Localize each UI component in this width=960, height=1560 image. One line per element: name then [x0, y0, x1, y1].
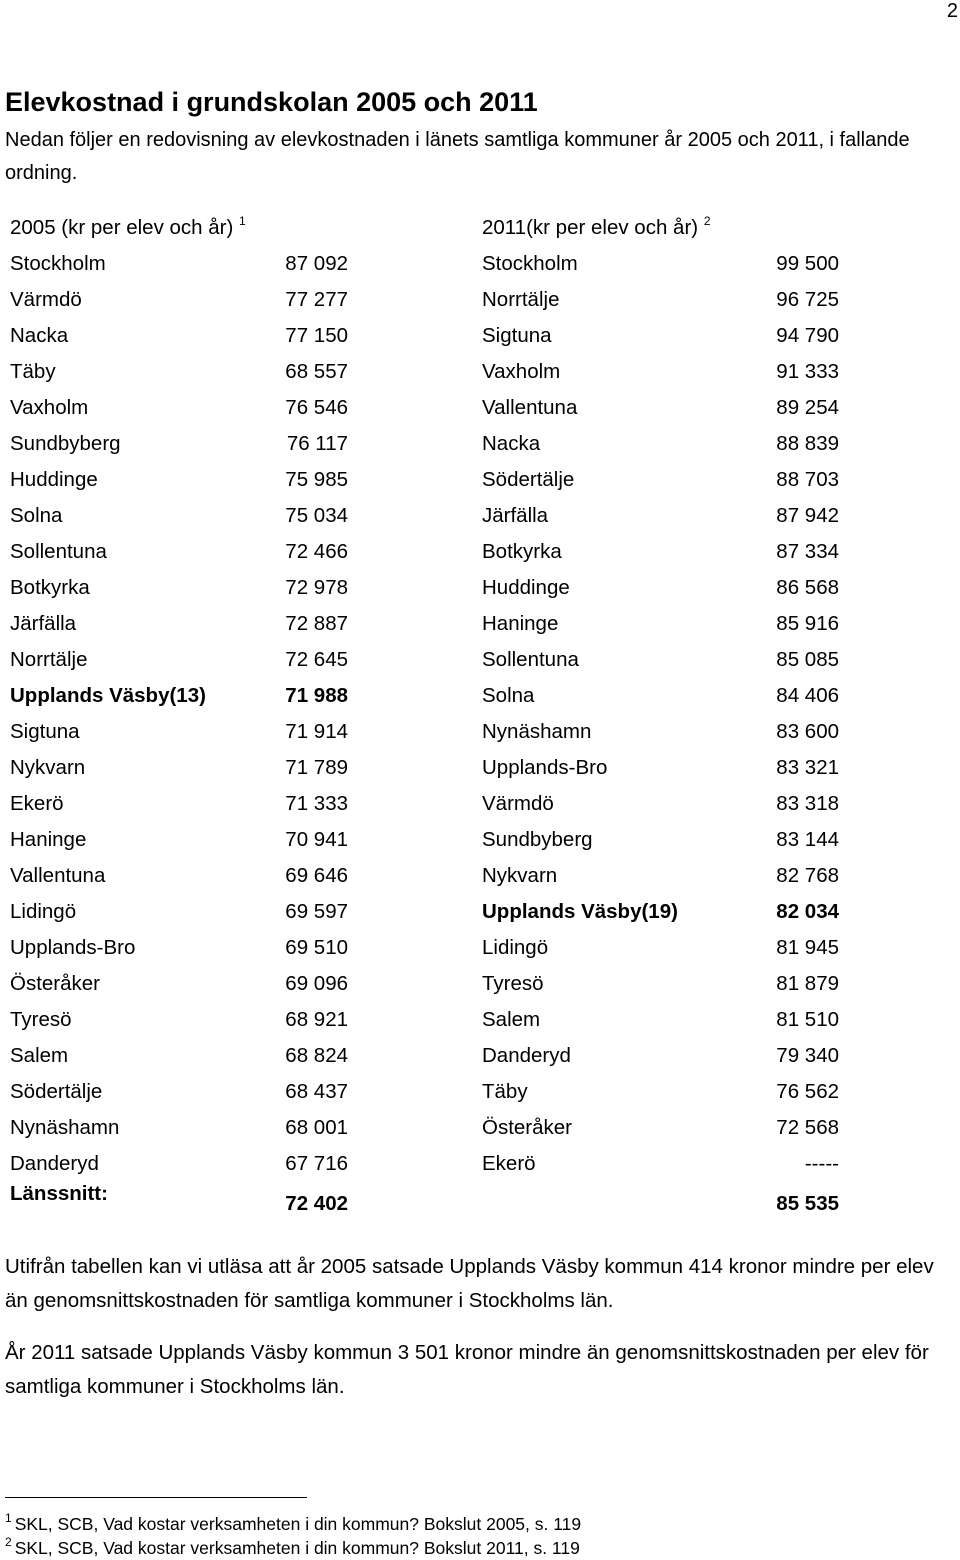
municipality-2011: Sigtuna: [482, 324, 552, 347]
cost-2005: 72 466: [285, 540, 348, 563]
cost-2005: 71 988: [285, 684, 348, 707]
cost-2005: 77 150: [285, 324, 348, 347]
municipality-2005: Stockholm: [10, 252, 106, 275]
municipality-2005: Vaxholm: [10, 396, 89, 419]
municipality-2005: Sundbyberg: [10, 432, 121, 455]
total-2011-value: 85 535: [776, 1192, 839, 1215]
municipality-2005: Lidingö: [10, 900, 77, 923]
municipality-2011: Nacka: [482, 432, 541, 455]
table-row: [0, 678, 960, 714]
municipality-2005: Sollentuna: [10, 540, 107, 563]
table-row: [0, 318, 960, 354]
cost-2011: 99 500: [776, 252, 839, 275]
table-row: [0, 354, 960, 390]
total-label: Länssnitt:: [10, 1182, 108, 1205]
cost-2011: 84 406: [776, 684, 839, 707]
footnote-1: [5, 1512, 581, 1536]
municipality-2005: Nacka: [10, 324, 69, 347]
cost-2005: 68 001: [285, 1116, 348, 1139]
footnote-ref-1: 1: [239, 214, 246, 228]
table-row: [0, 750, 960, 786]
cost-2011: 82 768: [776, 864, 839, 887]
table-body: [0, 246, 960, 1182]
analysis-paragraph-2011: År 2011 satsade Upplands Väsby kommun 3 501 kronor mindre än genomsnittskostnaden per elev för samtliga kommuner i Stockholms län.: [5, 1341, 929, 1398]
cost-2005: 69 597: [285, 900, 348, 923]
table-row: [0, 858, 960, 894]
cost-2005: 67 716: [285, 1152, 348, 1175]
municipality-2011: Tyresö: [482, 972, 544, 995]
municipality-2005: Solna: [10, 504, 63, 527]
municipality-2011: Järfälla: [482, 504, 549, 527]
header-2005: [10, 210, 246, 246]
table-row: [0, 1074, 960, 1110]
municipality-2011: Stockholm: [482, 252, 578, 275]
municipality-2005: Värmdö: [10, 288, 82, 311]
municipality-2011: Värmdö: [482, 792, 554, 815]
municipality-2005: Österåker: [10, 972, 100, 995]
municipality-2005: Norrtälje: [10, 648, 88, 671]
cost-2011: 83 144: [776, 828, 839, 851]
municipality-2011: Haninge: [482, 612, 559, 635]
municipality-2011: Nykvarn: [482, 864, 558, 887]
municipality-2011: Lidingö: [482, 936, 549, 959]
cost-2005: 70 941: [285, 828, 348, 851]
municipality-2005: Salem: [10, 1044, 69, 1067]
municipality-2011: Botkyrka: [482, 540, 562, 563]
municipality-2011: Norrtälje: [482, 288, 560, 311]
cost-2011: 81 945: [776, 936, 839, 959]
cost-2011: 96 725: [776, 288, 839, 311]
footnote-1-mark: 1: [5, 1511, 12, 1525]
footnote-2: [5, 1536, 580, 1560]
intro-text: Nedan följer en redovisning av elevkostnaden i länets samtliga kommuner år 2005 och 2011, i fallande ordning.: [5, 129, 910, 184]
cost-2005: 75 985: [285, 468, 348, 491]
table-row: [0, 1038, 960, 1074]
municipality-2005: Täby: [10, 360, 56, 383]
table-row: [0, 534, 960, 570]
cost-2011: 83 600: [776, 720, 839, 743]
cost-2005: 71 789: [285, 756, 348, 779]
cost-2005: 72 887: [285, 612, 348, 635]
footnote-2-text: SKL, SCB, Vad kostar verksamheten i din kommun? Bokslut 2011, s. 119: [14, 1538, 580, 1558]
cost-2011: 88 839: [776, 432, 839, 455]
table-total-row: [0, 1182, 960, 1222]
table-row: [0, 1110, 960, 1146]
page-number: 2: [946, 0, 958, 22]
cost-2005: 72 645: [285, 648, 348, 671]
footnote-ref-2: 2: [703, 214, 711, 228]
table-row: [0, 786, 960, 822]
cost-2011: 79 340: [776, 1044, 839, 1067]
cost-2011: 86 568: [776, 576, 839, 599]
municipality-2011: Nynäshamn: [482, 720, 592, 743]
footnote-2-mark: 2: [5, 1535, 12, 1549]
municipality-2011: Täby: [482, 1080, 528, 1103]
cost-2011: 81 879: [776, 972, 839, 995]
header-2011: [482, 210, 711, 246]
table-row: [0, 570, 960, 606]
table-row: [0, 498, 960, 534]
municipality-2005: Upplands Väsby(13): [10, 684, 206, 707]
cost-2005: 72 978: [285, 576, 348, 599]
municipality-2005: Botkyrka: [10, 576, 90, 599]
cost-2005: 69 646: [285, 864, 348, 887]
municipality-2005: Järfälla: [10, 612, 77, 635]
total-2005-value: 72 402: [285, 1192, 348, 1215]
table-row: [0, 606, 960, 642]
cost-2005: 76 117: [286, 432, 348, 455]
municipality-2011: Vallentuna: [482, 396, 578, 419]
municipality-2005: Nykvarn: [10, 756, 86, 779]
municipality-2005: Upplands-Bro: [10, 936, 136, 959]
table-row: [0, 822, 960, 858]
cost-2011: 83 321: [776, 756, 839, 779]
cost-2005: 71 333: [285, 792, 348, 815]
table-row: [0, 390, 960, 426]
table-row: [0, 282, 960, 318]
cost-2005: 68 437: [285, 1080, 348, 1103]
table-row: [0, 1146, 960, 1182]
header-2005-label: 2005 (kr per elev och år): [10, 216, 234, 239]
municipality-2005: Sigtuna: [10, 720, 80, 743]
cost-2005: 69 510: [285, 936, 348, 959]
cost-2011: 91 333: [776, 360, 839, 383]
analysis-paragraph-2005: Utifrån tabellen kan vi utläsa att år 2005 satsade Upplands Väsby kommun 414 kronor mindre per elev än genomsnittskostnaden för samtliga kommuner i Stockholms län.: [5, 1255, 934, 1312]
table-header-row: [0, 210, 960, 246]
municipality-2011: Upplands-Bro: [482, 756, 608, 779]
table-row: [0, 246, 960, 282]
header-2011-label: 2011(kr per elev och år): [482, 216, 699, 239]
municipality-2011: Sundbyberg: [482, 828, 593, 851]
table-row: [0, 426, 960, 462]
table-row: [0, 930, 960, 966]
table-row: [0, 966, 960, 1002]
municipality-2011: Danderyd: [482, 1044, 571, 1067]
municipality-2011: Österåker: [482, 1116, 572, 1139]
cost-table: [0, 210, 960, 1222]
municipality-2005: Huddinge: [10, 468, 98, 491]
cost-2011: 83 318: [776, 792, 839, 815]
cost-2011: -----: [804, 1152, 839, 1175]
cost-2011: 76 562: [776, 1080, 839, 1103]
table-row: [0, 894, 960, 930]
municipality-2011: Sollentuna: [482, 648, 579, 671]
cost-2011: 85 916: [776, 612, 839, 635]
municipality-2005: Nynäshamn: [10, 1116, 120, 1139]
table-row: [0, 462, 960, 498]
cost-2005: 71 914: [285, 720, 348, 743]
table-row: [0, 1002, 960, 1038]
cost-2005: 87 092: [285, 252, 348, 275]
cost-2011: 72 568: [776, 1116, 839, 1139]
cost-2005: 69 096: [285, 972, 348, 995]
table-row: [0, 714, 960, 750]
cost-2011: 82 034: [776, 900, 839, 923]
municipality-2011: Salem: [482, 1008, 541, 1031]
page-title: Elevkostnad i grundskolan 2005 och 2011: [5, 87, 538, 117]
cost-2005: 76 546: [285, 396, 348, 419]
municipality-2005: Haninge: [10, 828, 87, 851]
municipality-2011: Solna: [482, 684, 535, 707]
cost-2005: 68 921: [285, 1008, 348, 1031]
table-row: [0, 642, 960, 678]
municipality-2011: Upplands Väsby(19): [482, 900, 678, 923]
municipality-2005: Tyresö: [10, 1008, 72, 1031]
cost-2011: 88 703: [776, 468, 839, 491]
municipality-2005: Södertälje: [10, 1080, 103, 1103]
cost-2011: 81 510: [776, 1008, 839, 1031]
cost-2011: 94 790: [776, 324, 839, 347]
municipality-2005: Danderyd: [10, 1152, 99, 1175]
municipality-2005: Vallentuna: [10, 864, 106, 887]
cost-2011: 87 942: [776, 504, 839, 527]
cost-2011: 85 085: [776, 648, 839, 671]
cost-2005: 68 557: [285, 360, 348, 383]
footnote-1-text: SKL, SCB, Vad kostar verksamheten i din kommun? Bokslut 2005, s. 119: [14, 1514, 582, 1534]
municipality-2011: Vaxholm: [482, 360, 561, 383]
cost-2011: 87 334: [776, 540, 839, 563]
cost-2005: 75 034: [285, 504, 348, 527]
cost-2011: 89 254: [776, 396, 839, 419]
municipality-2011: Huddinge: [482, 576, 570, 599]
cost-2005: 77 277: [285, 288, 348, 311]
municipality-2011: Ekerö: [482, 1152, 536, 1175]
footnote-divider: [5, 1497, 307, 1498]
municipality-2005: Ekerö: [10, 792, 64, 815]
cost-2005: 68 824: [285, 1044, 348, 1067]
municipality-2011: Södertälje: [482, 468, 575, 491]
